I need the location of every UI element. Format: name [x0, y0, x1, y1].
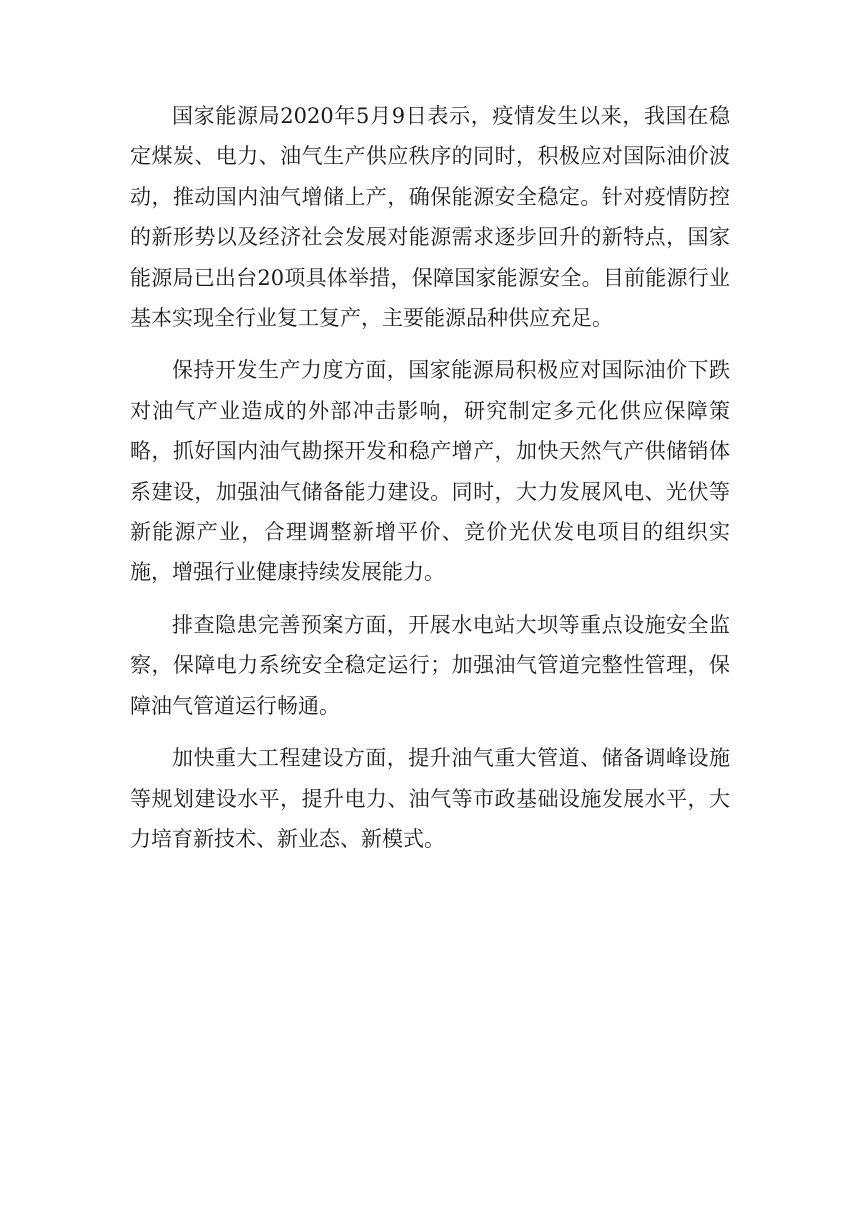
- paragraph-2: 保持开发生产力度方面，国家能源局积极应对国际油价下跌对油气产业造成的外部冲击影响，研究制定多元化供应保障策略，抓好国内油气勘探开发和稳产增产，加快天然气产供储销体系建设，加强油气储备能力建设。同时，大力发展风电、光伏等新能源产业，合理调整新增平价、竞价光伏发电项目的组织实施，增强行业健康持续发展能力。: [130, 358, 730, 585]
- document-body: [130, 96, 730, 871]
- paragraph-3: 排查隐患完善预案方面，开展水电站大坝等重点设施安全监察，保障电力系统安全稳定运行；加强油气管道完整性管理，保障油气管道运行畅通。: [130, 612, 730, 718]
- paragraph-1: 国家能源局2020年5月9日表示，疫情发生以来，我国在稳定煤炭、电力、油气生产供应秩序的同时，积极应对国际油价波动，推动国内油气增储上产，确保能源安全稳定。针对疫情防控的新形势以及经济社会发展对能源需求逐步回升的新特点，国家能源局已出台20项具体举措，保障国家能源安全。目前能源行业基本实现全行业复工复产，主要能源品种供应充足。: [130, 104, 730, 331]
- paragraph-4: 加快重大工程建设方面，提升油气重大管道、储备调峰设施等规划建设水平，提升电力、油气等市政基础设施发展水平，大力培育新技术、新业态、新模式。: [130, 746, 730, 851]
